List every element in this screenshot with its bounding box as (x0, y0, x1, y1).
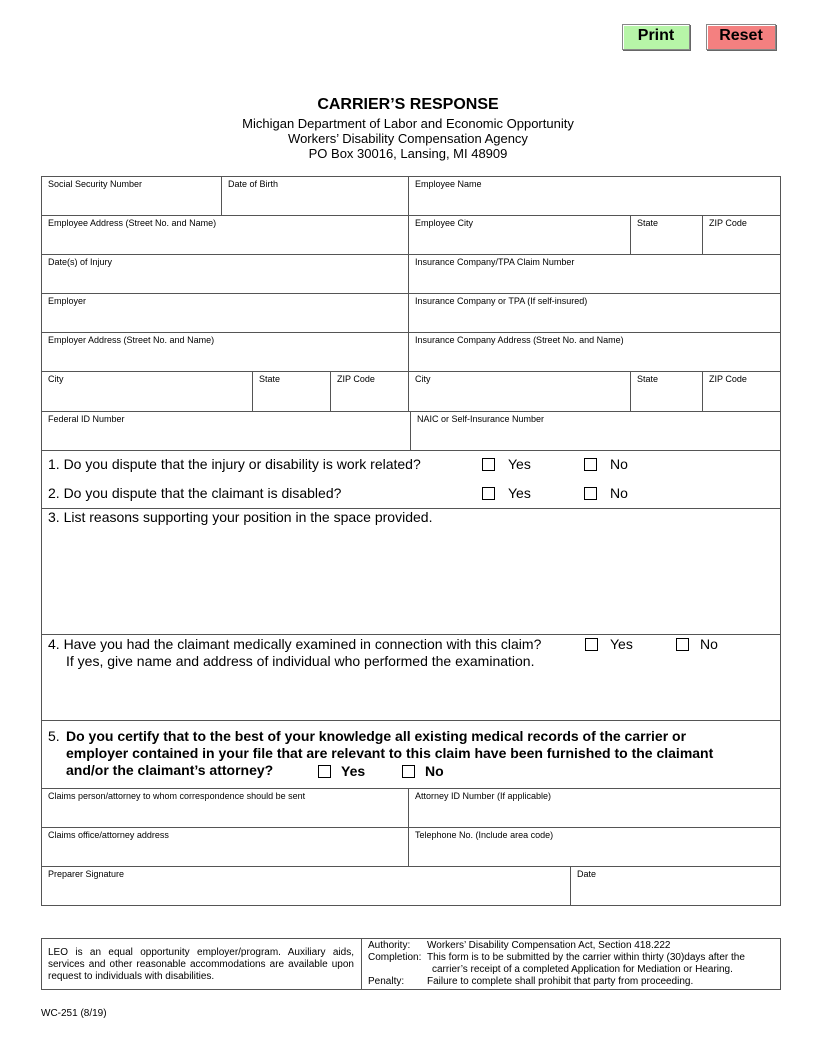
dob-label: Date of Birth (228, 179, 279, 189)
claims-office-label: Claims office/attorney address (48, 830, 169, 840)
insurance-zip-field[interactable] (702, 371, 781, 412)
q4-no-label: No (700, 636, 718, 652)
naic-label: NAIC or Self-Insurance Number (417, 414, 545, 424)
question-5-number: 5. (48, 728, 60, 744)
employee-city-label: Employee City (415, 218, 474, 228)
q1-no-checkbox[interactable] (584, 458, 597, 471)
injury-dates-field[interactable] (41, 254, 409, 294)
q4-yes-checkbox[interactable] (585, 638, 598, 651)
telephone-label: Telephone No. (Include area code) (415, 830, 554, 840)
employee-zip-field[interactable] (702, 215, 781, 255)
question-1: 1. Do you dispute that the injury or disability is work related? (48, 456, 421, 472)
department-name: Michigan Department of Labor and Economic Opportunity (242, 116, 574, 131)
authority-text: Workers’ Disability Compensation Act, Section 418.222 (427, 940, 671, 951)
employee-name-label: Employee Name (415, 179, 482, 189)
insurance-zip-label: ZIP Code (709, 374, 747, 384)
insurance-address-field[interactable] (408, 332, 781, 372)
employer-field[interactable] (41, 293, 409, 333)
employee-zip-label: ZIP Code (709, 218, 747, 228)
penalty-text: Failure to complete shall prohibit that party from proceeding. (427, 976, 694, 987)
reasons-textarea[interactable] (41, 508, 781, 635)
form-id: WC-251 (8/19) (41, 1008, 107, 1019)
employer-state-label: State (259, 374, 281, 384)
q5-yes-label: Yes (341, 763, 366, 779)
q5-no-checkbox[interactable] (402, 765, 415, 778)
question-3: 3. List reasons supporting your position in the space provided. (48, 509, 433, 525)
completion-text-2: carrier’s receipt of a completed Application for Mediation or Hearing. (432, 964, 733, 975)
q2-yes-label: Yes (508, 485, 531, 501)
employer-city-field[interactable] (41, 371, 253, 412)
date-field[interactable] (570, 866, 781, 906)
q5-no-label: No (425, 763, 444, 779)
employer-address-label: Employer Address (Street No. and Name) (48, 335, 215, 345)
q2-no-label: No (610, 485, 628, 501)
question-5-line-1: Do you certify that to the best of your knowledge all existing medical records of the carrier or (66, 728, 687, 744)
insurance-city-label: City (415, 374, 431, 384)
dob-field[interactable] (221, 176, 409, 216)
employer-state-field[interactable] (252, 371, 331, 412)
q4-yes-label: Yes (610, 636, 633, 652)
employee-city-field[interactable] (408, 215, 631, 255)
employee-state-field[interactable] (630, 215, 703, 255)
question-2: 2. Do you dispute that the claimant is disabled? (48, 485, 342, 501)
employer-zip-field[interactable] (330, 371, 409, 412)
employer-address-field[interactable] (41, 332, 409, 372)
q5-yes-checkbox[interactable] (318, 765, 331, 778)
claims-office-field[interactable] (41, 827, 409, 867)
q2-no-checkbox[interactable] (584, 487, 597, 500)
employer-zip-label: ZIP Code (337, 374, 375, 384)
attorney-id-field[interactable] (408, 788, 781, 828)
employee-state-label: State (637, 218, 659, 228)
print-button[interactable]: Print (622, 24, 690, 50)
ssn-label: Social Security Number (48, 179, 143, 189)
attorney-id-label: Attorney ID Number (If applicable) (415, 791, 552, 801)
q1-yes-checkbox[interactable] (482, 458, 495, 471)
leo-notice-box (41, 938, 362, 990)
insurance-company-field[interactable] (408, 293, 781, 333)
agency-name: Workers’ Disability Compensation Agency (288, 131, 528, 146)
claims-person-field[interactable] (41, 788, 409, 828)
employee-address-label: Employee Address (Street No. and Name) (48, 218, 217, 228)
federal-id-field[interactable] (41, 411, 411, 451)
telephone-field[interactable] (408, 827, 781, 867)
signature-field[interactable] (41, 866, 571, 906)
insurance-city-field[interactable] (408, 371, 631, 412)
date-label: Date (577, 869, 597, 879)
question-4-detail: If yes, give name and address of individual who performed the examination. (66, 653, 535, 669)
question-4: 4. Have you had the claimant medically examined in connection with this claim? (48, 636, 542, 652)
form-title: CARRIER’S RESPONSE (317, 96, 499, 113)
q2-yes-checkbox[interactable] (482, 487, 495, 500)
q4-no-checkbox[interactable] (676, 638, 689, 651)
reset-button[interactable]: Reset (706, 24, 776, 50)
insurance-company-label: Insurance Company or TPA (If self-insured) (415, 296, 588, 306)
insurance-address-label: Insurance Company Address (Street No. and Name) (415, 335, 624, 345)
ssn-field[interactable] (41, 176, 222, 216)
insurance-state-field[interactable] (630, 371, 703, 412)
federal-id-label: Federal ID Number (48, 414, 125, 424)
q1-yes-label: Yes (508, 456, 531, 472)
agency-address: PO Box 30016, Lansing, MI 48909 (308, 146, 508, 161)
signature-label: Preparer Signature (48, 869, 125, 879)
authority-label: Authority: (368, 940, 411, 951)
employer-label: Employer (48, 296, 87, 306)
completion-label: Completion: (368, 952, 422, 963)
insurance-state-label: State (637, 374, 659, 384)
claim-number-label: Insurance Company/TPA Claim Number (415, 257, 575, 267)
claims-person-label: Claims person/attorney to whom correspondence should be sent (48, 791, 306, 801)
naic-field[interactable] (410, 411, 781, 451)
question-5-line-3: and/or the claimant’s attorney? (66, 762, 274, 778)
employee-address-field[interactable] (41, 215, 409, 255)
claim-number-field[interactable] (408, 254, 781, 294)
employee-name-field[interactable] (408, 176, 781, 216)
injury-dates-label: Date(s) of Injury (48, 257, 113, 267)
q1-no-label: No (610, 456, 628, 472)
authority-box (361, 938, 781, 990)
employer-city-label: City (48, 374, 64, 384)
penalty-label: Penalty: (368, 976, 405, 987)
leo-notice: LEO is an equal opportunity employer/program. Auxiliary aids, services and other reasonable accommodations are available upon request to individuals with disabilities. (48, 947, 354, 982)
question-5-line-2: employer contained in your file that are relevant to this claim have been furnished to the claimant (66, 745, 714, 761)
completion-text-1: This form is to be submitted by the carrier within thirty (30)days after the (427, 952, 745, 963)
